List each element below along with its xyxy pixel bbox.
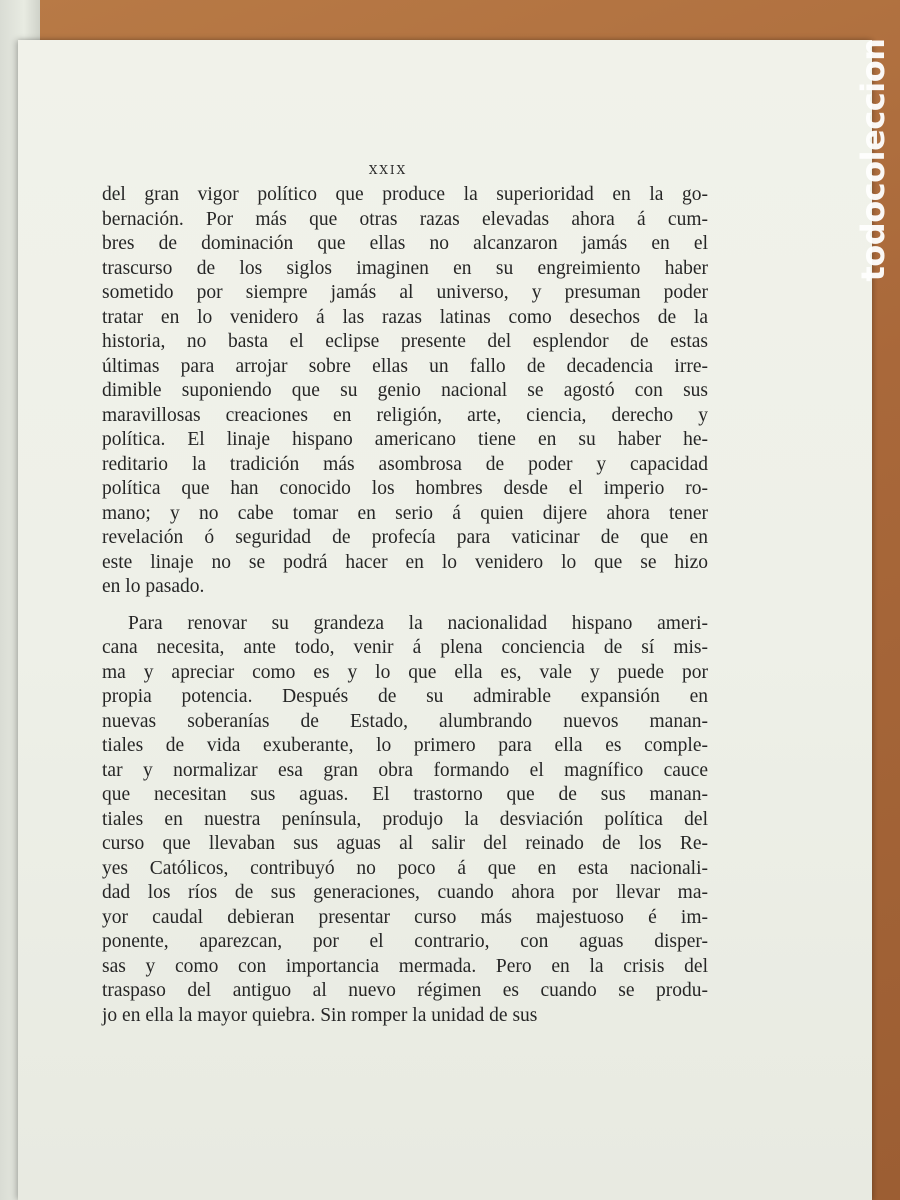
text-line: dimible suponiendo que su genio nacional se agostó con sus (102, 380, 708, 401)
text-line: sometido por siempre jamás al universo, y presuman poder (102, 282, 708, 303)
paragraph-2 (102, 612, 708, 1029)
page-number: XXIX (368, 163, 408, 177)
book-page (18, 40, 872, 1200)
text-line: yes Católicos, contribuyó no poco á que en esta nacionali- (102, 857, 708, 879)
text-line: cana necesita, ante todo, venir á plena conciencia de sí mis- (102, 637, 708, 658)
text-line: trascurso de los siglos imaginen en su engreimiento haber (102, 257, 708, 279)
text-line: bernación. Por más que otras razas elevadas ahora á cum- (102, 208, 708, 230)
text-line: sas y como con importancia mermada. Pero en la crisis del (102, 955, 708, 977)
text-line: últimas para arrojar sobre ellas un fallo de decadencia irre- (102, 355, 708, 377)
text-line: revelación ó seguridad de profecía para vaticinar de que en (102, 527, 708, 548)
paragraph-1 (102, 183, 708, 600)
text-line: propia potencia. Después de su admirable expansión en (102, 686, 708, 707)
text-line: tar y normalizar esa gran obra formando el magnífico cauce (102, 759, 708, 781)
text-line: ponente, aparezcan, por el contrario, con aguas disper- (102, 931, 708, 952)
text-line: jo en ella la mayor quiebra. Sin romper la unidad de sus (102, 1004, 538, 1026)
text-line: política que han conocido los hombres desde el imperio ro- (102, 478, 708, 499)
text-line: nuevas soberanías de Estado, alumbrando nuevos manan- (102, 710, 708, 732)
text-line: política. El linaje hispano americano tiene en su haber he- (102, 429, 708, 450)
text-line: que necesitan sus aguas. El trastorno que de sus manan- (102, 784, 708, 805)
text-line: mano; y no cabe tomar en serio á quien dijere ahora tener (102, 502, 708, 524)
text-line: tiales de vida exuberante, lo primero para ella es comple- (102, 735, 708, 756)
text-line: del gran vigor político que produce la superioridad en la go- (102, 184, 708, 205)
text-line: dad los ríos de sus generaciones, cuando ahora por llevar ma- (102, 882, 708, 903)
watermark-text: todocoleccion (854, 38, 892, 282)
text-line: bres de dominación que ellas no alcanzaron jamás en el (102, 233, 708, 254)
watermark (856, 10, 890, 310)
text-line: historia, no basta el eclipse presente del esplendor de estas (102, 331, 708, 352)
text-line: en lo pasado. (102, 576, 205, 597)
text-line: este linaje no se podrá hacer en lo venidero lo que se hizo (102, 551, 708, 573)
text-line: traspaso del antiguo al nuevo régimen es cuando se produ- (102, 980, 708, 1001)
text-line: tratar en lo venidero á las razas latinas como desechos de la (102, 306, 708, 328)
text-line: yor caudal debieran presentar curso más majestuoso é im- (102, 906, 708, 928)
text-line: curso que llevaban sus aguas al salir del reinado de los Re- (102, 833, 708, 854)
text-line: Para renovar su grandeza la nacionalidad hispano ameri- (128, 612, 708, 634)
text-line: tiales en nuestra península, produjo la desviación política del (102, 808, 708, 830)
text-line: ma y apreciar como es y lo que ella es, vale y puede por (102, 661, 708, 683)
text-line: reditario la tradición más asombrosa de poder y capacidad (102, 453, 708, 475)
body-text (102, 183, 708, 1028)
text-line: maravillosas creaciones en religión, arte, ciencia, derecho y (102, 404, 708, 426)
